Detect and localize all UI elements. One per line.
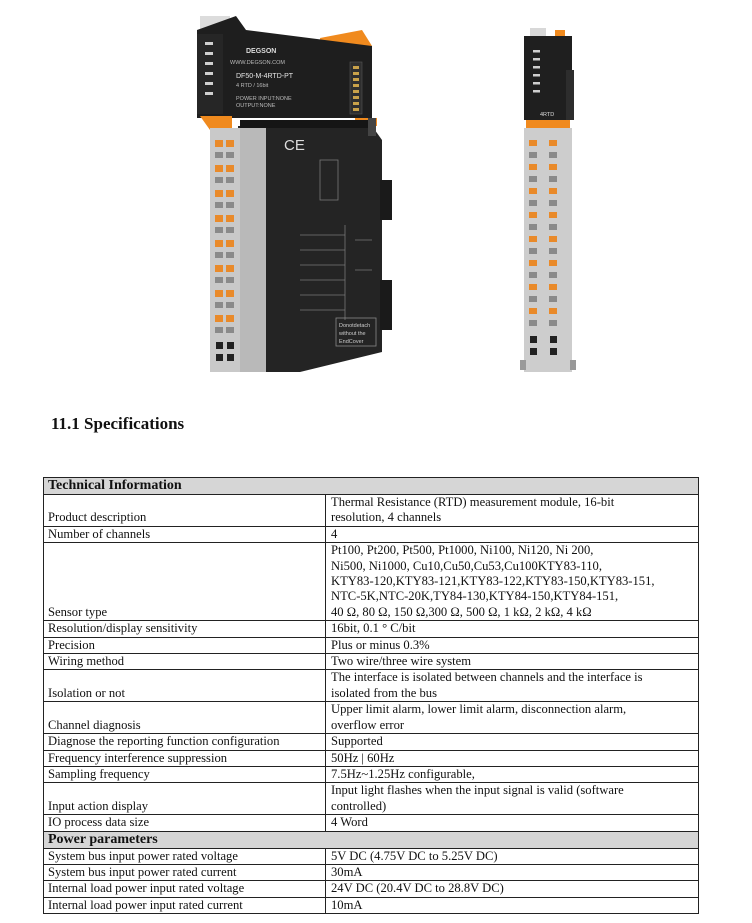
spec-value [326, 783, 699, 815]
spec-key: Precision [44, 637, 326, 653]
table-row [44, 670, 699, 702]
spec-key: Isolation or not [44, 670, 326, 702]
spec-value-line: overflow error [331, 717, 405, 732]
spec-value-line: 4 [331, 526, 338, 541]
spec-value-line: Supported [331, 734, 383, 749]
table-row [44, 543, 699, 621]
spec-value-line: Thermal Resistance (RTD) measurement module, 16-bit [331, 495, 615, 509]
table-row [44, 766, 699, 782]
table-row [44, 526, 699, 542]
spec-key: System bus input power rated voltage [44, 848, 326, 864]
module-front [197, 16, 392, 372]
table-row [44, 897, 699, 913]
spec-value-line: resolution, 4 channels [331, 510, 442, 525]
table-row [44, 783, 699, 815]
spec-value-line: 5V DC (4.75V DC to 5.25V DC) [331, 848, 498, 863]
spec-value-line: Upper limit alarm, lower limit alarm, disconnection alarm, [331, 702, 627, 717]
spec-value-line: 40 Ω, 80 Ω, 150 Ω,300 Ω, 500 Ω, 1 kΩ, 2 kΩ, 4 kΩ [331, 604, 592, 619]
spec-value [326, 881, 699, 897]
spec-value-line: Plus or minus 0.3% [331, 637, 430, 652]
table-row [44, 621, 699, 637]
spec-value-line: Ni500, Ni1000, Cu10,Cu50,Cu53,Cu100KTY83-110, [331, 558, 603, 573]
section-title: Technical Information [44, 478, 699, 495]
power-line-1: POWER INPUT:NONE [236, 96, 292, 102]
ce-mark: CE [284, 137, 305, 154]
spec-key: Frequency interference suppression [44, 750, 326, 766]
spec-table [43, 477, 699, 914]
right-label-3: EndCover [339, 339, 364, 345]
table-row [44, 815, 699, 831]
spec-key: Diagnose the reporting function configuration [44, 734, 326, 750]
spec-key: Sensor type [44, 543, 326, 621]
table-row [44, 734, 699, 750]
module-side [520, 28, 576, 372]
spec-value [326, 654, 699, 670]
section-header [44, 478, 699, 495]
spec-value-line: 30mA [331, 864, 363, 879]
spec-value-line: 4 Word [331, 815, 368, 830]
table-row [44, 881, 699, 897]
spec-value [326, 621, 699, 637]
spec-key: Sampling frequency [44, 766, 326, 782]
spec-value-line: controlled) [331, 798, 387, 813]
spec-value-line: 50Hz | 60Hz [331, 750, 395, 765]
spec-table-body [44, 478, 699, 914]
spec-key: Internal load power input rated voltage [44, 881, 326, 897]
spec-key: Number of channels [44, 526, 326, 542]
side-module-label: 4RTD [540, 112, 555, 118]
spec-line: 4 RTD / 16bit [236, 83, 269, 89]
spec-key: IO process data size [44, 815, 326, 831]
spec-value-line: 10mA [331, 897, 363, 912]
spec-value [326, 543, 699, 621]
spec-key: Channel diagnosis [44, 702, 326, 734]
table-row [44, 637, 699, 653]
section-title: Power parameters [44, 831, 699, 848]
spec-value [326, 637, 699, 653]
table-row [44, 848, 699, 864]
spec-value [326, 750, 699, 766]
table-row [44, 864, 699, 880]
spec-key: Wiring method [44, 654, 326, 670]
spec-key: Internal load power input rated current [44, 897, 326, 913]
spec-value-line: Pt100, Pt200, Pt500, Pt1000, Ni100, Ni120, Ni 200, [331, 543, 594, 558]
product-figure [0, 0, 752, 400]
model-label: DF50-M-4RTD-PT [236, 73, 294, 80]
right-label-1: Donotdetach [339, 323, 371, 329]
table-row [44, 654, 699, 670]
spec-value [326, 766, 699, 782]
page-title: 11.1 Specifications [51, 414, 185, 433]
power-line-2: OUTPUT:NONE [236, 103, 276, 109]
spec-value-line: Two wire/three wire system [331, 654, 472, 669]
spec-value [326, 670, 699, 702]
spec-value-line: NTC-5K,NTC-20K,TY84-130,KTY84-150,KTY84-151, [331, 589, 619, 604]
spec-value-line: Input light flashes when the input signal is valid (software [331, 783, 624, 798]
spec-value-line: The interface is isolated between channels and the interface is [331, 670, 643, 685]
spec-value [326, 848, 699, 864]
spec-value-line: isolated from the bus [331, 685, 437, 700]
spec-value [326, 734, 699, 750]
spec-value-line: 7.5Hz~1.25Hz configurable, [331, 766, 475, 781]
spec-value [326, 897, 699, 913]
table-row [44, 702, 699, 734]
spec-value [326, 495, 699, 527]
spec-value [326, 815, 699, 831]
spec-value-line: 16bit, 0.1 ° C/bit [331, 621, 416, 636]
right-label-2: without the [339, 331, 366, 337]
website-label: WWW.DEGSON.COM [230, 60, 285, 66]
brand-label: DEGSON [246, 48, 277, 55]
table-row [44, 750, 699, 766]
spec-key: System bus input power rated current [44, 864, 326, 880]
spec-value [326, 864, 699, 880]
spec-key: Product description [44, 495, 326, 527]
section-header [44, 831, 699, 848]
spec-value-line: 24V DC (20.4V DC to 28.8V DC) [331, 881, 504, 896]
spec-value [326, 526, 699, 542]
table-row [44, 495, 699, 527]
spec-value-line: KTY83-120,KTY83-121,KTY83-122,KTY83-150,KTY83-151, [331, 574, 655, 589]
spec-value [326, 702, 699, 734]
spec-key: Resolution/display sensitivity [44, 621, 326, 637]
spec-key: Input action display [44, 783, 326, 815]
